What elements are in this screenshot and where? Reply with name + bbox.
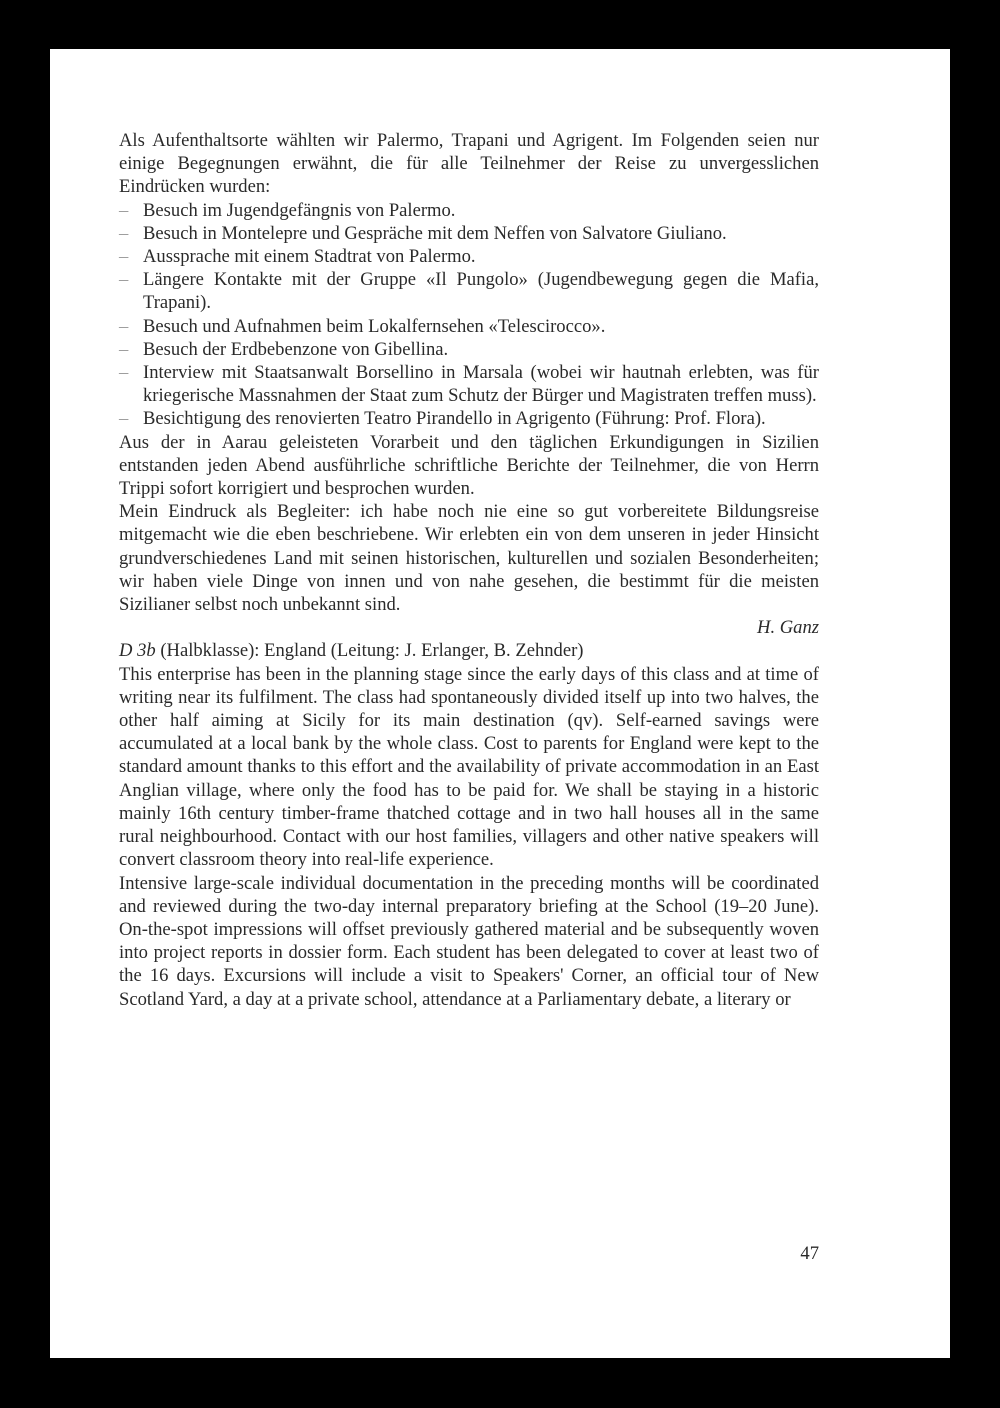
page-content [119,129,819,1011]
england-paragraph-1: This enterprise has been in the planning stage since the early days of this class and at time of writing near its fulfilment. The class had spontaneously divided itself up into two halves, the other half aiming at Sicily for its main destination (qv). Self-earned savings were accumulated at a local bank by the whole class. Cost to parents for England were kept to the standard amount thanks to this effort and the availability of private accommodation in an East Anglian village, where only the food has to be paid for. We shall be staying in a historic mainly 16th century timber-frame thatched cottage and in two hall houses all in the same rural neighbourhood. Contact with our host families, villagers and other native speakers will convert classroom theory into real-life experience. [119,663,819,871]
page-number: 47 [800,1243,819,1264]
author-signature: H. Ganz [757,617,819,639]
list-item: – Besuch und Aufnahmen beim Lokalfernsehen «Telescirocco». [119,315,819,338]
list-item: – Längere Kontakte mit der Gruppe «Il Pungolo» (Jugendbewegung gegen die Mafia, Trapani). [119,268,819,314]
sicily-intro-paragraph: Als Aufenthaltsorte wählten wir Palermo, Trapani und Agrigent. Im Folgenden seien nur einige Begegnungen erwähnt, die für alle Teilnehmer der Reise zu unvergesslichen Eindrücken wurden: [119,130,819,198]
list-item: – Interview mit Staatsanwalt Borsellino in Marsala (wobei wir hautnah erlebten, was für kriegerische Massnahmen der Staat zum Schutz der Bürger und Magistraten treffen muss). [119,361,819,407]
list-item: – Besichtigung des renovierten Teatro Pirandello in Agrigento (Führung: Prof. Flora). [119,407,819,430]
encounters-list [119,199,819,431]
list-item: – Aussprache mit einem Stadtrat von Palermo. [119,245,819,268]
document-page [50,49,950,1358]
england-paragraph-2: Intensive large-scale individual documentation in the preceding months will be coordinated and reviewed during the two-day internal preparatory briefing at the School (19–20 June). On-the-spot impressions will offset previously gathered material and be subsequently woven into project reports in dossier form. Each student has been delegated to cover at least two of the 16 days. Excursions will include a visit to Speakers' Corner, an official tour of New Scotland Yard, a day at a private school, attendance at a Parliamentary debate, a literary or [119,872,819,1010]
class-code: D 3b [119,640,156,662]
england-section-heading [119,639,819,662]
heading-text: (Halbklasse): England (Leitung: J. Erlanger, B. Zehnder) [155,640,584,662]
list-item: – Besuch in Montelepre und Gespräche mit dem Neffen von Salvatore Giuliano. [119,222,819,245]
impression-paragraph: Mein Eindruck als Begleiter: ich habe noch nie eine so gut vorbereitete Bildungsreise mitgemacht wie die eben beschriebene. Wir erlebten ein von dem unseren in jeder Hinsicht grundverschiedenes Land mit seinen historischen, kulturellen und sozialen Besonderheiten; wir haben viele Dinge von innen und von nahe gesehen, die bestimmt für die meisten Sizilianer selbst noch unbekannt sind. [119,501,819,616]
reports-paragraph: Aus der in Aarau geleisteten Vorarbeit und den täglichen Erkundigungen in Sizilien entstanden jeden Abend ausführliche schriftliche Berichte der Teilnehmer, die von Herrn Trippi sofort korrigiert und besprochen wurden. [119,431,819,500]
list-item: – Besuch im Jugendgefängnis von Palermo. [119,199,819,222]
list-item: – Besuch der Erdbebenzone von Gibellina. [119,338,819,361]
